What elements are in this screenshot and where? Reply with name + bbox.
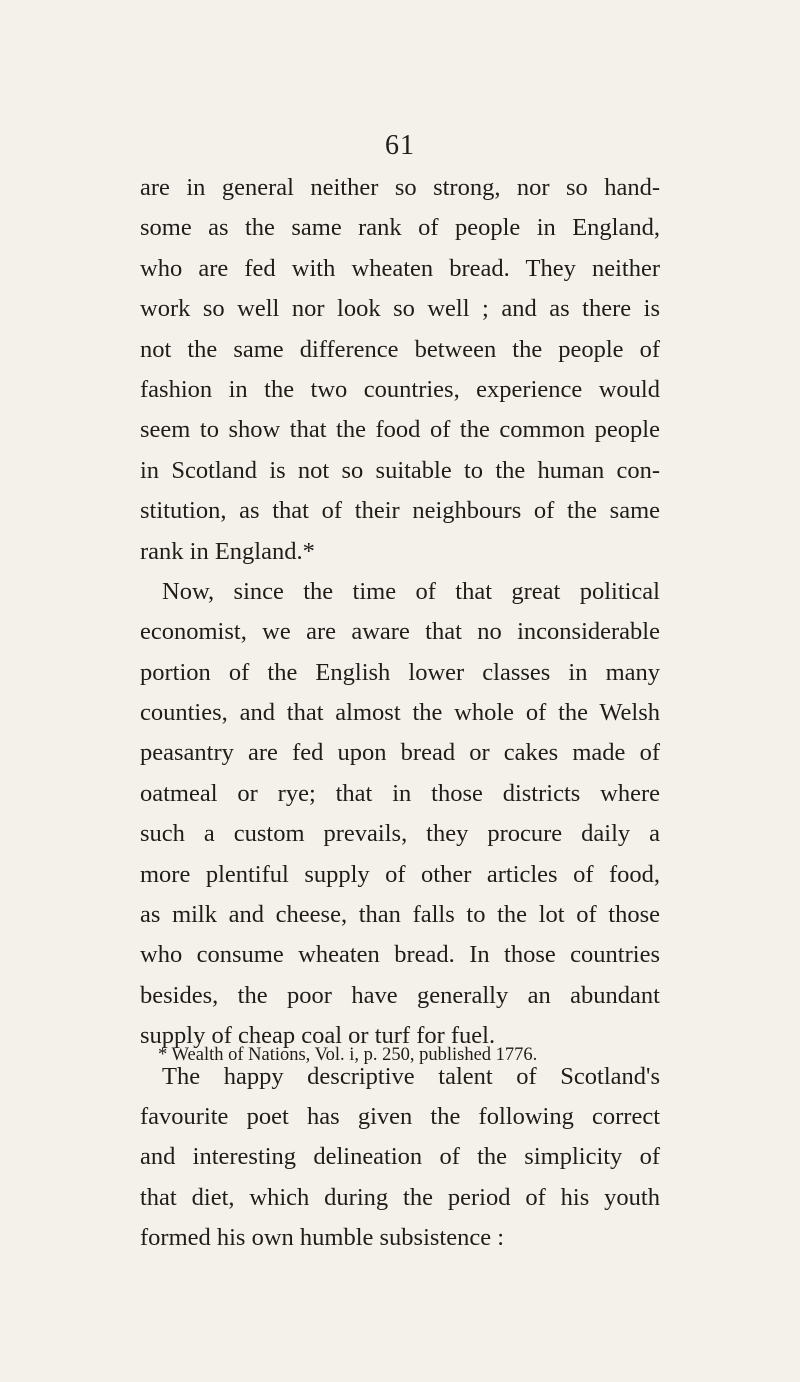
text-line: portion of the English lower classes in many (140, 658, 660, 686)
footnote: * Wealth of Nations, Vol. i, p. 250, published 1776. (158, 1045, 538, 1065)
text-line: oatmeal or rye; that in those districts where (140, 779, 660, 807)
text-line: besides, the poor have generally an abundant (140, 981, 660, 1009)
text-line: economist, we are aware that no inconsiderable (140, 618, 660, 646)
text-line: The happy descriptive talent of Scotland's (162, 1062, 660, 1090)
text-line: in Scotland is not so suitable to the human con- (140, 456, 660, 484)
text-line: peasantry are fed upon bread or cakes made of (140, 739, 660, 767)
text-line: favourite poet has given the following correct (140, 1102, 660, 1130)
text-line: stitution, as that of their neighbours of the same (140, 497, 660, 525)
text-line: work so well nor look so well ; and as there is (140, 295, 660, 323)
text-line: who consume wheaten bread. In those countries (140, 941, 660, 969)
text-line: and interesting delineation of the simplicity of (140, 1143, 660, 1171)
page-number: 61 (385, 130, 415, 161)
text-line: that diet, which during the period of his youth (140, 1183, 660, 1211)
text-line: Now, since the time of that great political (162, 577, 660, 605)
text-line: supply of cheap coal or turf for fuel. (140, 1022, 496, 1050)
text-line: as milk and cheese, than falls to the lot of those (140, 901, 660, 929)
body-text (140, 168, 660, 1259)
text-line: are in general neither so strong, nor so hand- (140, 174, 660, 201)
text-line: counties, and that almost the whole of the Welsh (140, 699, 660, 727)
text-line: rank in England.* (140, 537, 315, 565)
text-line: seem to show that the food of the common people (140, 416, 660, 444)
text-line: formed his own humble subsistence : (140, 1224, 505, 1252)
text-line: such a custom prevails, they procure daily a (140, 820, 660, 848)
text-line: not the same difference between the people of (140, 335, 660, 363)
text-line: more plentiful supply of other articles of food, (140, 860, 660, 888)
text-line: fashion in the two countries, experience would (140, 375, 660, 403)
text-line: some as the same rank of people in England, (140, 214, 660, 242)
text-line: who are fed with wheaten bread. They neither (140, 254, 660, 282)
